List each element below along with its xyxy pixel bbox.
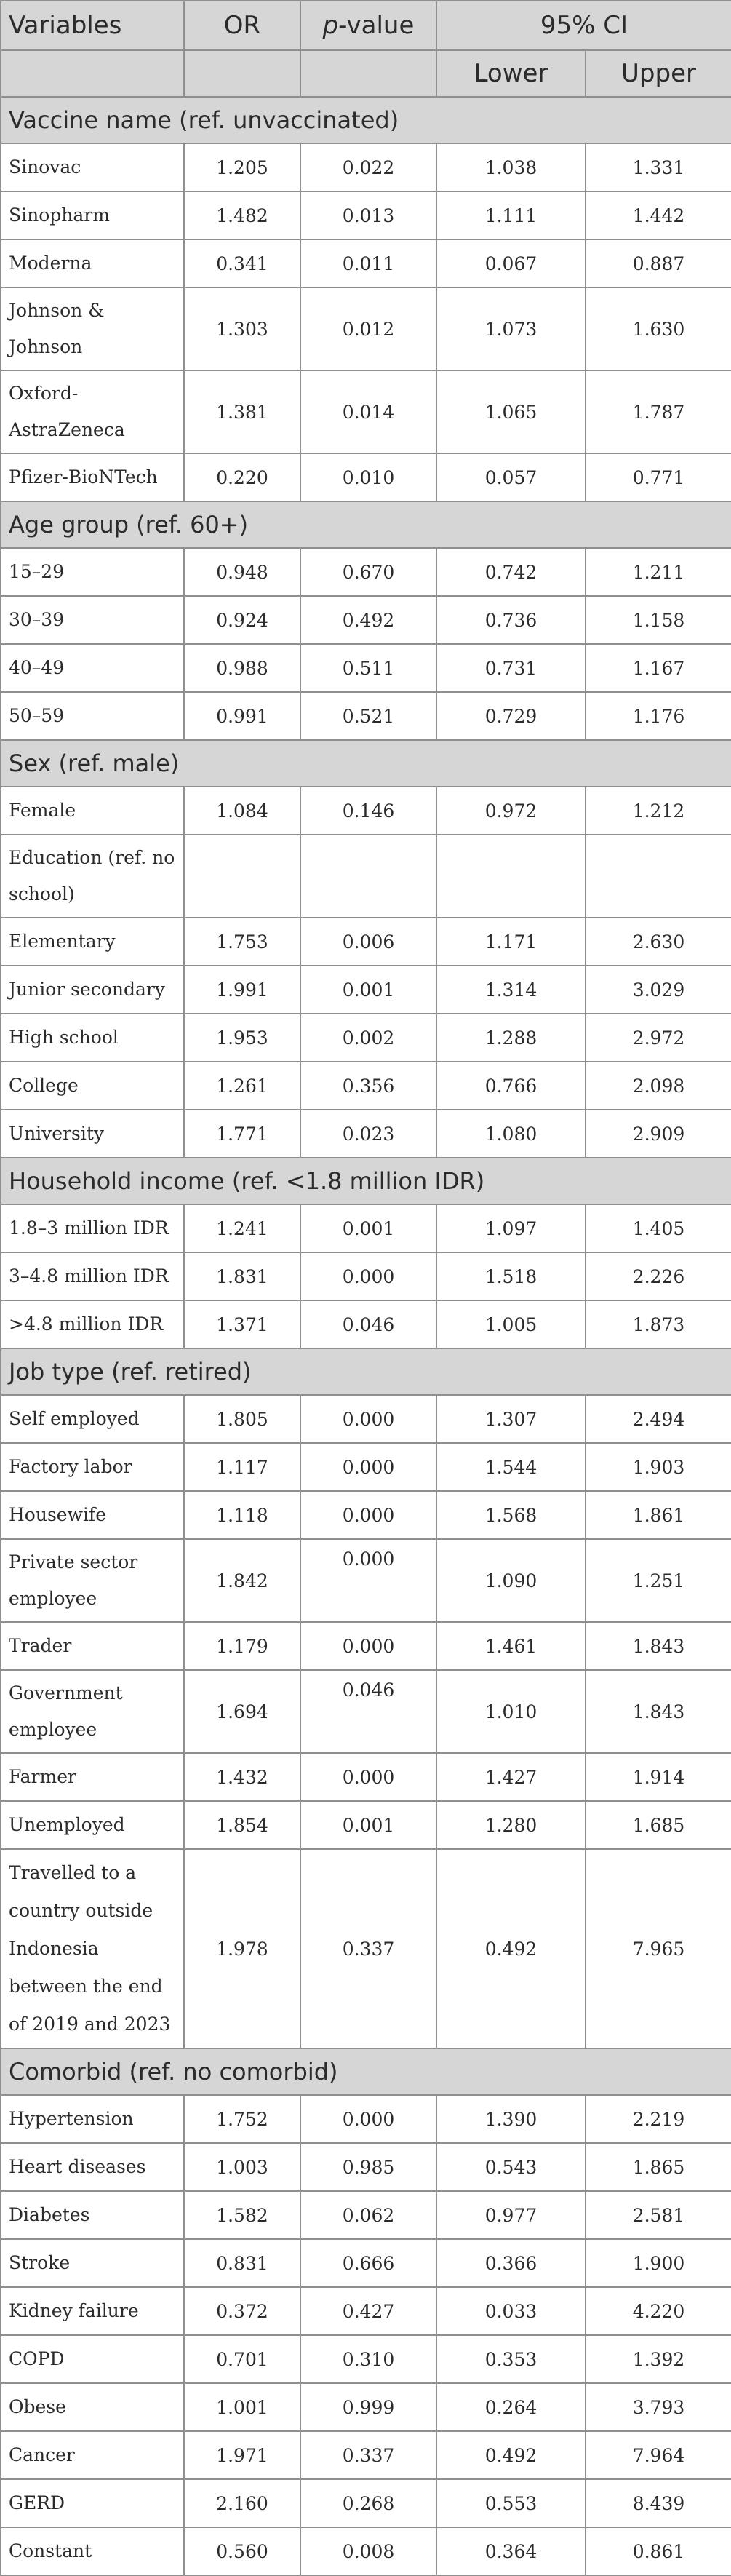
cell-upper: 0.887	[586, 239, 731, 287]
cell-p: 0.670	[300, 548, 436, 596]
cell-lower: 1.390	[436, 2095, 586, 2143]
cell-label: COPD	[1, 2335, 184, 2383]
cell-lower: 1.005	[436, 1300, 586, 1348]
cell-or: 1.953	[184, 1014, 300, 1062]
cell-upper: 2.909	[586, 1110, 731, 1158]
cell-p: 0.337	[300, 2431, 436, 2479]
cell-lower: 1.111	[436, 191, 586, 239]
cell-or: 1.978	[184, 1849, 300, 2048]
cell-p: 0.001	[300, 966, 436, 1014]
header-or: OR	[184, 1, 300, 50]
table-row	[1, 1252, 731, 1300]
cell-lower: 0.736	[436, 596, 586, 644]
cell-or: 0.341	[184, 239, 300, 287]
cell-or: 0.701	[184, 2335, 300, 2383]
cell-or: 1.432	[184, 1753, 300, 1801]
cell-lower: 1.427	[436, 1753, 586, 1801]
table-row	[1, 370, 731, 453]
cell-upper: 1.903	[586, 1443, 731, 1491]
cell-or: 1.003	[184, 2143, 300, 2191]
cell-p: 0.999	[300, 2383, 436, 2431]
cell-upper: 1.914	[586, 1753, 731, 1801]
cell-or: 1.381	[184, 370, 300, 453]
cell-p: 0.427	[300, 2287, 436, 2335]
cell-lower: 0.766	[436, 1062, 586, 1110]
cell-upper: 0.861	[586, 2527, 731, 2575]
cell-or: 1.753	[184, 918, 300, 966]
cell-lower: 0.057	[436, 453, 586, 501]
cell-or: 1.694	[184, 1670, 300, 1753]
table-row	[1, 1395, 731, 1443]
cell-label: Sinopharm	[1, 191, 184, 239]
cell-p: 0.006	[300, 918, 436, 966]
cell-or: 1.854	[184, 1801, 300, 1849]
cell-or: 1.084	[184, 787, 300, 835]
cell-p: 0.013	[300, 191, 436, 239]
table-row	[1, 2143, 731, 2191]
cell-label: 50–59	[1, 692, 184, 740]
cell-upper: 2.972	[586, 1014, 731, 1062]
cell-p: 0.023	[300, 1110, 436, 1158]
cell-upper: 1.158	[586, 596, 731, 644]
cell-or: 1.582	[184, 2191, 300, 2239]
cell-or: 1.241	[184, 1204, 300, 1252]
cell-or: 1.805	[184, 1395, 300, 1443]
cell-label: Heart diseases	[1, 2143, 184, 2191]
cell-p: 0.000	[300, 1491, 436, 1539]
cell-upper: 1.900	[586, 2239, 731, 2287]
cell-p: 0.022	[300, 143, 436, 191]
table-row	[1, 1753, 731, 1801]
table-row	[1, 2335, 731, 2383]
header-empty-3	[300, 50, 436, 97]
cell-upper: 2.630	[586, 918, 731, 966]
cell-upper: 1.212	[586, 787, 731, 835]
cell-p: 0.062	[300, 2191, 436, 2239]
header-p-suffix: -value	[338, 11, 415, 40]
cell-or: 1.371	[184, 1300, 300, 1348]
cell-or: 1.842	[184, 1539, 300, 1622]
header-empty-1	[1, 50, 184, 97]
table-row	[1, 548, 731, 596]
cell-p: 0.000	[300, 1539, 436, 1622]
cell-p: 0.000	[300, 1395, 436, 1443]
cell-upper: 3.029	[586, 966, 731, 1014]
cell-upper: 1.251	[586, 1539, 731, 1622]
cell-lower: 1.307	[436, 1395, 586, 1443]
cell-lower: 1.065	[436, 370, 586, 453]
section-header	[1, 2048, 731, 2095]
table-header	[1, 1, 731, 97]
cell-upper: 4.220	[586, 2287, 731, 2335]
cell-lower: 1.314	[436, 966, 586, 1014]
cell-lower: 0.553	[436, 2479, 586, 2527]
cell-lower: 1.073	[436, 287, 586, 370]
section-header	[1, 501, 731, 548]
cell-label: Pfizer-BioNTech	[1, 453, 184, 501]
table-row	[1, 2095, 731, 2143]
cell-p: 0.511	[300, 644, 436, 692]
cell-or: 0.831	[184, 2239, 300, 2287]
cell-p: 0.008	[300, 2527, 436, 2575]
table-row	[1, 2287, 731, 2335]
cell-upper: 3.793	[586, 2383, 731, 2431]
table-row	[1, 966, 731, 1014]
header-ci: 95% CI	[436, 1, 731, 50]
cell-label: Hypertension	[1, 2095, 184, 2143]
cell-or: 1.771	[184, 1110, 300, 1158]
cell-or: 1.205	[184, 143, 300, 191]
table-row	[1, 2431, 731, 2479]
cell-label: >4.8 million IDR	[1, 1300, 184, 1348]
cell-or: 0.948	[184, 548, 300, 596]
section-title: Household income (ref. <1.8 million IDR)	[1, 1158, 731, 1204]
cell-upper: 1.176	[586, 692, 731, 740]
section-title: Age group (ref. 60+)	[1, 501, 731, 548]
table-row	[1, 2383, 731, 2431]
header-p-italic: p	[322, 11, 339, 40]
cell-upper: 1.211	[586, 548, 731, 596]
cell-p: 0.014	[300, 370, 436, 453]
table-row	[1, 1300, 731, 1348]
table-row	[1, 1849, 731, 2048]
cell-lower: 0.033	[436, 2287, 586, 2335]
cell-upper: 2.219	[586, 2095, 731, 2143]
cell-lower: 0.366	[436, 2239, 586, 2287]
cell-label: 40–49	[1, 644, 184, 692]
cell-or: 1.971	[184, 2431, 300, 2479]
cell-label: Education (ref. no school)	[1, 835, 184, 918]
cell-upper: 1.392	[586, 2335, 731, 2383]
cell-upper: 8.439	[586, 2479, 731, 2527]
cell-or: 0.560	[184, 2527, 300, 2575]
cell-or: 0.220	[184, 453, 300, 501]
cell-lower: 1.171	[436, 918, 586, 966]
cell-label: High school	[1, 1014, 184, 1062]
cell-label: Stroke	[1, 2239, 184, 2287]
cell-label: GERD	[1, 2479, 184, 2527]
cell-lower: 0.264	[436, 2383, 586, 2431]
cell-p: 0.012	[300, 287, 436, 370]
cell-lower: 1.461	[436, 1622, 586, 1670]
cell-label: Moderna	[1, 239, 184, 287]
cell-lower: 0.729	[436, 692, 586, 740]
cell-label: 30–39	[1, 596, 184, 644]
cell-or	[184, 835, 300, 918]
cell-or: 1.179	[184, 1622, 300, 1670]
cell-p: 0.985	[300, 2143, 436, 2191]
section-title: Job type (ref. retired)	[1, 1348, 731, 1395]
cell-lower: 0.067	[436, 239, 586, 287]
cell-p: 0.268	[300, 2479, 436, 2527]
cell-label: Factory labor	[1, 1443, 184, 1491]
cell-or: 1.118	[184, 1491, 300, 1539]
section-header	[1, 97, 731, 143]
cell-lower: 1.568	[436, 1491, 586, 1539]
cell-label: Self employed	[1, 1395, 184, 1443]
table-row	[1, 918, 731, 966]
cell-lower: 0.977	[436, 2191, 586, 2239]
cell-or: 1.303	[184, 287, 300, 370]
cell-upper: 1.167	[586, 644, 731, 692]
cell-p: 0.146	[300, 787, 436, 835]
cell-p: 0.011	[300, 239, 436, 287]
section-header	[1, 1158, 731, 1204]
cell-label: Obese	[1, 2383, 184, 2431]
cell-p: 0.010	[300, 453, 436, 501]
cell-or: 0.991	[184, 692, 300, 740]
cell-label: 3–4.8 million IDR	[1, 1252, 184, 1300]
cell-lower	[436, 835, 586, 918]
cell-lower: 1.280	[436, 1801, 586, 1849]
cell-label: University	[1, 1110, 184, 1158]
cell-or: 0.372	[184, 2287, 300, 2335]
table-row	[1, 596, 731, 644]
cell-or: 1.261	[184, 1062, 300, 1110]
table-row	[1, 1110, 731, 1158]
table-row	[1, 1443, 731, 1491]
header-ci-upper: Upper	[586, 50, 731, 97]
table-row	[1, 1204, 731, 1252]
cell-label: Constant	[1, 2527, 184, 2575]
table-row	[1, 1491, 731, 1539]
cell-lower: 1.090	[436, 1539, 586, 1622]
cell-or: 1.752	[184, 2095, 300, 2143]
cell-upper: 1.861	[586, 1491, 731, 1539]
cell-or: 1.117	[184, 1443, 300, 1491]
cell-label: Johnson & Johnson	[1, 287, 184, 370]
cell-p	[300, 835, 436, 918]
cell-upper: 1.442	[586, 191, 731, 239]
cell-label: Private sector employee	[1, 1539, 184, 1622]
cell-p: 0.000	[300, 2095, 436, 2143]
table-row	[1, 1670, 731, 1753]
cell-label: Female	[1, 787, 184, 835]
cell-p: 0.337	[300, 1849, 436, 2048]
cell-upper: 0.771	[586, 453, 731, 501]
cell-lower: 1.288	[436, 1014, 586, 1062]
table-row	[1, 2191, 731, 2239]
table-row	[1, 1622, 731, 1670]
cell-label: Travelled to a country outside Indonesia between the end of 2019 and 2023	[1, 1849, 184, 2048]
table-row	[1, 787, 731, 835]
cell-upper: 7.964	[586, 2431, 731, 2479]
cell-label: Elementary	[1, 918, 184, 966]
cell-upper: 2.226	[586, 1252, 731, 1300]
cell-or: 1.001	[184, 2383, 300, 2431]
table-row	[1, 2527, 731, 2575]
cell-lower: 1.097	[436, 1204, 586, 1252]
cell-upper: 1.685	[586, 1801, 731, 1849]
header-variables: Variables	[1, 1, 184, 50]
cell-lower: 0.543	[436, 2143, 586, 2191]
table-row	[1, 287, 731, 370]
cell-p: 0.521	[300, 692, 436, 740]
cell-lower: 0.353	[436, 2335, 586, 2383]
cell-lower: 0.742	[436, 548, 586, 596]
section-title: Vaccine name (ref. unvaccinated)	[1, 97, 731, 143]
cell-p: 0.000	[300, 1753, 436, 1801]
cell-p: 0.000	[300, 1252, 436, 1300]
section-title: Comorbid (ref. no comorbid)	[1, 2048, 731, 2095]
cell-or: 2.160	[184, 2479, 300, 2527]
cell-or: 1.482	[184, 191, 300, 239]
header-p-value	[300, 1, 436, 50]
header-ci-lower: Lower	[436, 50, 586, 97]
cell-lower: 0.492	[436, 2431, 586, 2479]
cell-p: 0.002	[300, 1014, 436, 1062]
table-row	[1, 239, 731, 287]
table-row	[1, 835, 731, 918]
cell-or: 1.991	[184, 966, 300, 1014]
cell-label: Cancer	[1, 2431, 184, 2479]
cell-or: 1.831	[184, 1252, 300, 1300]
cell-label: Trader	[1, 1622, 184, 1670]
section-header	[1, 1348, 731, 1395]
cell-lower: 1.010	[436, 1670, 586, 1753]
table-row	[1, 1014, 731, 1062]
cell-label: Oxford-AstraZeneca	[1, 370, 184, 453]
cell-label: Farmer	[1, 1753, 184, 1801]
table-row	[1, 191, 731, 239]
cell-upper	[586, 835, 731, 918]
cell-label: Sinovac	[1, 143, 184, 191]
cell-label: Government employee	[1, 1670, 184, 1753]
table-row	[1, 453, 731, 501]
cell-lower: 0.972	[436, 787, 586, 835]
cell-p: 0.046	[300, 1670, 436, 1753]
cell-label: Diabetes	[1, 2191, 184, 2239]
cell-lower: 1.080	[436, 1110, 586, 1158]
cell-p: 0.046	[300, 1300, 436, 1348]
cell-upper: 1.787	[586, 370, 731, 453]
cell-upper: 2.581	[586, 2191, 731, 2239]
cell-lower: 1.544	[436, 1443, 586, 1491]
cell-label: Unemployed	[1, 1801, 184, 1849]
cell-p: 0.000	[300, 1443, 436, 1491]
cell-label: Housewife	[1, 1491, 184, 1539]
cell-upper: 1.405	[586, 1204, 731, 1252]
table-body	[1, 97, 731, 2575]
cell-upper: 7.965	[586, 1849, 731, 2048]
table-row	[1, 1801, 731, 1849]
cell-upper: 1.865	[586, 2143, 731, 2191]
cell-upper: 1.630	[586, 287, 731, 370]
cell-or: 0.924	[184, 596, 300, 644]
cell-upper: 1.331	[586, 143, 731, 191]
section-header	[1, 740, 731, 787]
cell-label: Junior secondary	[1, 966, 184, 1014]
table-row	[1, 692, 731, 740]
cell-upper: 2.494	[586, 1395, 731, 1443]
cell-upper: 2.098	[586, 1062, 731, 1110]
section-title: Sex (ref. male)	[1, 740, 731, 787]
table-row	[1, 2479, 731, 2527]
cell-p: 0.001	[300, 1801, 436, 1849]
cell-upper: 1.843	[586, 1670, 731, 1753]
cell-lower: 1.038	[436, 143, 586, 191]
cell-lower: 0.492	[436, 1849, 586, 2048]
cell-p: 0.000	[300, 1622, 436, 1670]
cell-upper: 1.843	[586, 1622, 731, 1670]
table-row	[1, 1062, 731, 1110]
cell-p: 0.666	[300, 2239, 436, 2287]
table-row	[1, 2239, 731, 2287]
cell-label: College	[1, 1062, 184, 1110]
cell-p: 0.310	[300, 2335, 436, 2383]
cell-p: 0.492	[300, 596, 436, 644]
cell-label: 15–29	[1, 548, 184, 596]
table-row	[1, 143, 731, 191]
cell-p: 0.001	[300, 1204, 436, 1252]
cell-or: 0.988	[184, 644, 300, 692]
cell-lower: 0.731	[436, 644, 586, 692]
table-row	[1, 644, 731, 692]
header-empty-2	[184, 50, 300, 97]
cell-lower: 1.518	[436, 1252, 586, 1300]
cell-lower: 0.364	[436, 2527, 586, 2575]
cell-p: 0.356	[300, 1062, 436, 1110]
table-row	[1, 1539, 731, 1622]
cell-label: 1.8–3 million IDR	[1, 1204, 184, 1252]
cell-upper: 1.873	[586, 1300, 731, 1348]
cell-label: Kidney failure	[1, 2287, 184, 2335]
